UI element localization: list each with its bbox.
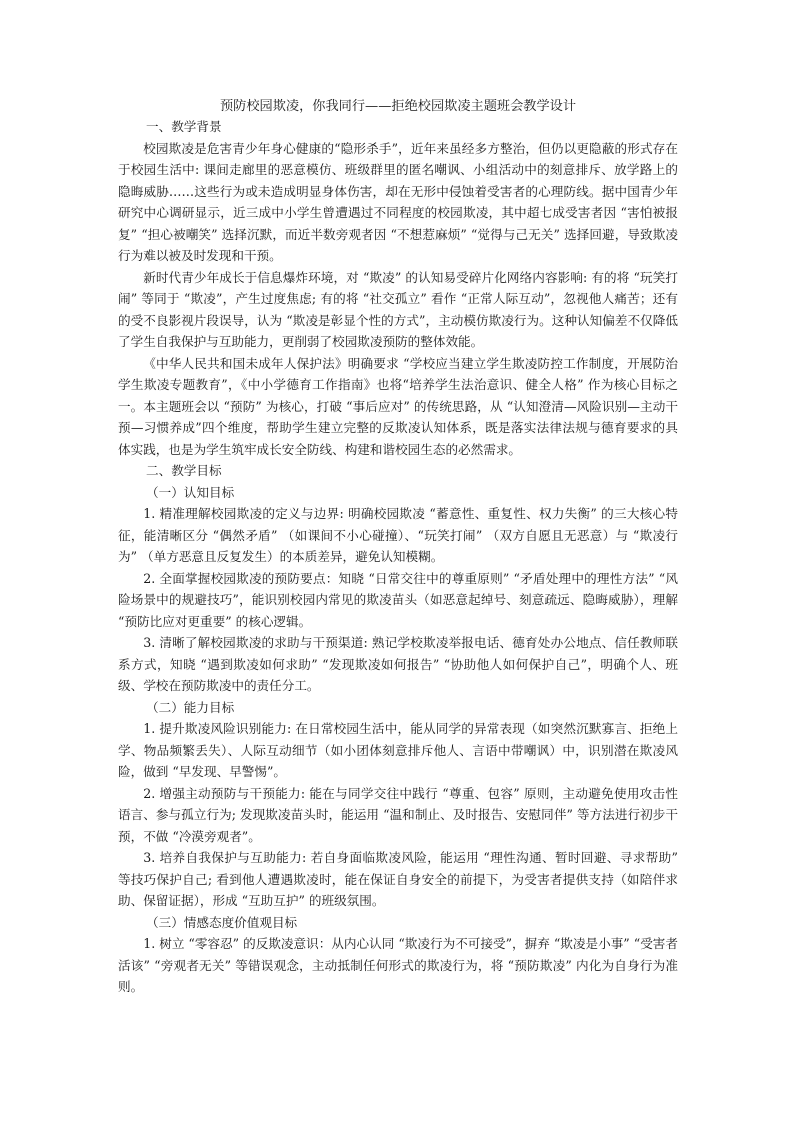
document-page — [118, 98, 678, 998]
section-heading-background: 一、教学背景 — [146, 119, 222, 134]
subsection-heading-values: （三）情感态度价值观目标 — [146, 914, 298, 930]
paragraph: 新时代青少年成长于信息爆炸环境，对 “欺凌” 的认知易受碎片化网络内容影响: 有的将 “玩笑打闹” 等同于 “欺凌”，产生过度焦虑; 有的将 “社交孤立” 看作 “正常人际互动”，忽视他人痛苦；还有的受不良影视片段误导，认为 “欺凌是彰显个性的方式”，主动模仿欺凌行为。这种认知偏差不仅降低了学生自我保护与互助能力，更削弱了校园欺凌预防的整体效能。 — [118, 269, 678, 349]
subsection-heading-cognitive: （一）认知目标 — [146, 484, 235, 500]
list-item: 1. 精准理解校园欺凌的定义与边界: 明确校园欺凌 “蓄意性、重复性、权力失衡” 的三大核心特征，能清晰区分 “偶然矛盾” （如课间不小心碰撞）、“玩笑打闹” （双方自愿且无恶意）与 “欺凌行为” （单方恶意且反复发生）的本质差异，避免认知模糊。 — [118, 506, 678, 564]
list-item: 3. 清晰了解校园欺凌的求助与干预渠道: 熟记学校欺凌举报电话、德育处办公地点、信任教师联系方式，知晓 “遇到欺凌如何求助” “发现欺凌如何报告” “协助他人如何保护自己”，明确个人、班级、学校在预防欺凌中的责任分工。 — [118, 635, 678, 693]
list-item: 2. 增强主动预防与干预能力: 能在与同学交往中践行 “尊重、包容” 原则，主动避免使用攻击性语言、参与孤立行为; 发现欺凌苗头时，能运用 “温和制止、及时报告、安慰同伴” 等方法进行初步干预，不做 “冷漠旁观者”。 — [118, 785, 678, 844]
list-item: 1. 树立 “零容忍” 的反欺凌意识：从内心认同 “欺凌行为不可接受”，摒弃 “欺凌是小事” “受害者活该” “旁观者无关” 等错误观念，主动抵制任何形式的欺凌行为，将 “预防欺凌” 内化为自身行为准则。 — [118, 936, 678, 994]
document-title: 预防校园欺凌，你我同行——拒绝校园欺凌主题班会教学设计 — [219, 99, 577, 114]
list-item: 1. 提升欺凌风险识别能力: 在日常校园生活中，能从同学的异常表现（如突然沉默寡言、拒绝上学、物品频繁丢失）、人际互动细节（如小团体刻意排斥他人、言语中带嘲讽）中，识别潜在欺凌风险，做到 “早发现、早警惕”。 — [118, 721, 678, 779]
section-heading-objectives: 二、教学目标 — [146, 463, 222, 478]
subsection-heading-ability: （二）能力目标 — [146, 699, 235, 715]
list-item: 3. 培养自我保护与互助能力: 若自身面临欺凌风险，能运用 “理性沟通、暂时回避、寻求帮助” 等技巧保护自己; 看到他人遭遇欺凌时，能在保证自身安全的前提下，为受害者提供支持（如陪伴求助、保留证据），形成 “互助互护” 的班级氛围。 — [118, 850, 678, 908]
paragraph: 校园欺凌是危害青少年身心健康的“隐形杀手”，近年来虽经多方整治，但仍以更隐蔽的形式存在于校园生活中: 课间走廊里的恶意模仿、班级群里的匿名嘲讽、小组活动中的刻意排斥、放学路上的隐晦威胁……这些行为或未造成明显身体伤害，却在无形中侵蚀着受害者的心理防线。据中国青少年研究中心调研显示，近三成中小学生曾遭遇过不同程度的校园欺凌，其中超七成受害者因 “害怕被报复” “担心被嘲笑” 选择沉默，而近半数旁观者因 “不想惹麻烦” “觉得与己无关” 选择回避，导致欺凌行为难以被及时发现和干预。 — [118, 140, 678, 263]
paragraph: 《中华人民共和国未成年人保护法》明确要求 “学校应当建立学生欺凌防控工作制度，开展防治学生欺凌专题教育”，《中小学德育工作指南》也将“培养学生法治意识、健全人格” 作为核心目标之一。本主题班会以 “预防” 为核心，打破 “事后应对” 的传统思路，从 “认知澄清—风险识别—主动干预—习惯养成”四个维度，帮助学生建立完整的反欺凌认知体系，既是落实法律法规与德育要求的具体实践，也是为学生筑牢成长安全防线、构建和谐校园生态的必然需求。 — [118, 355, 678, 457]
list-item: 2. 全面掌握校园欺凌的预防要点：知晓 “日常交往中的尊重原则” “矛盾处理中的理性方法” “风险场景中的规避技巧”，能识别校园内常见的欺凌苗头（如恶意起绰号、刻意疏远、隐晦威胁），理解 “预防比应对更重要” 的核心逻辑。 — [118, 570, 678, 629]
